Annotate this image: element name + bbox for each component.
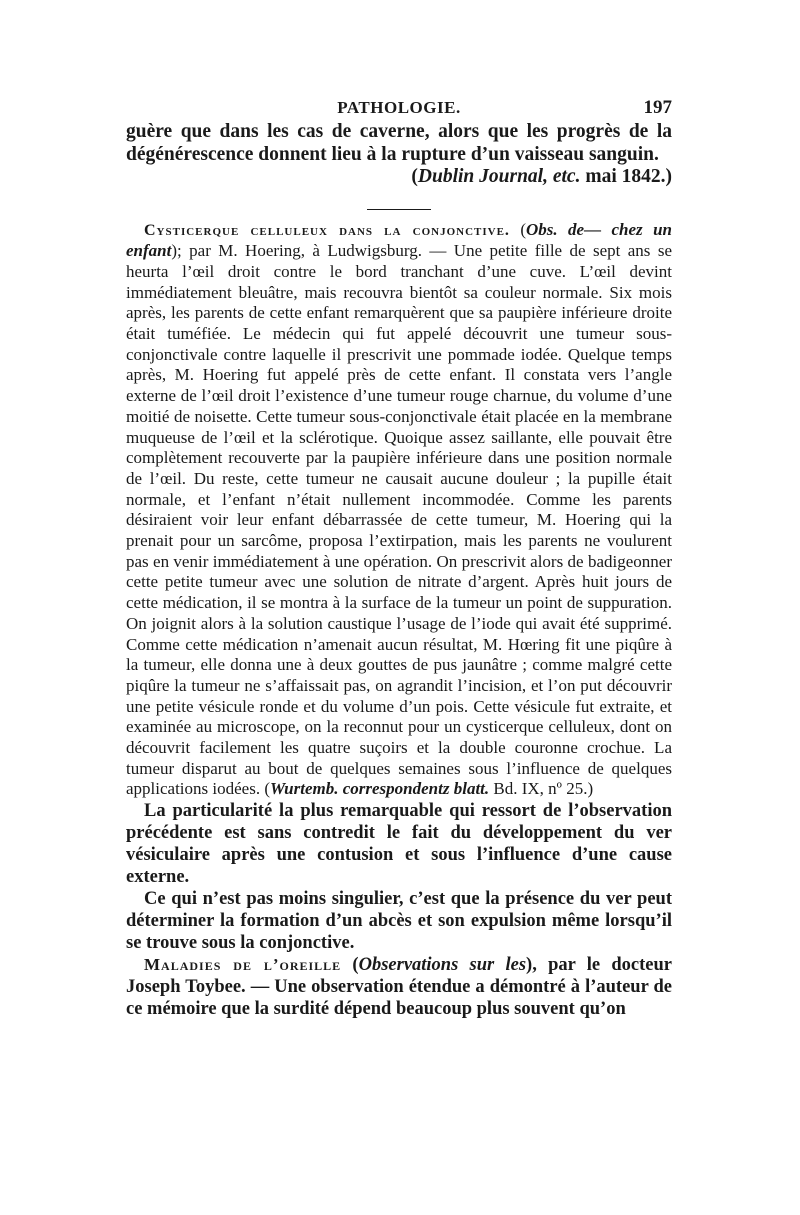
running-head <box>126 95 672 121</box>
article2-heading-note: Observations sur les <box>358 955 527 976</box>
commentary-paragraph-2: Ce qui n’est pas moins singulier, c’est que la présence du ver peut déterminer la formation d’un abcès et son expulsion même lorsqu’il se trouve sous la conjonctive. <box>126 889 672 954</box>
article-heading: Cysticerque celluleux dans la conjonctive. <box>144 221 510 239</box>
source-journal: Dublin Journal, etc. <box>417 166 581 187</box>
article-heading-note: Obs. de— chez un enfant <box>126 219 672 261</box>
continuation-source: (Dublin Journal, etc. mai 1842.) <box>411 166 672 187</box>
commentary-paragraph-1: La particularité la plus remarquable qui ressort de l’observation précédente est sans contredit le fait du développement du ver vésiculaire après une contusion et sous l’influence d’une cause externe. <box>126 801 672 888</box>
article-maladies-oreille: Maladies de l’oreille (Observations sur les), par le docteur Joseph Toybee. — Une observation étendue a démontré à l’auteur de ce mémoire que la surdité dépend beaucoup plus souvent qu’on <box>126 955 672 1020</box>
article-body: par M. Hoering, à Ludwigsburg. — Une petite fille de sept ans se heurta l’œil droit contre le bord tranchant d’une cuve. L’œil devint immédiatement bleuâtre, mais recouvra bientôt sa couleur normale. Six mois après, les parents de cette enfant remarquèrent que sa paupière inférieure droite était tuméfiée. Le médecin qui fut appelé découvrit une tumeur sous-conjonctivale contre laquelle il prescrivit une pommade iodée. Quelque temps après, M. Hoering fut appelé près de cette enfant. Il constata vers l’angle externe de l’œil droit l’existence d’une tumeur rouge charnue, du volume d’une moitié de noisette. Cette tumeur sous-conjonctivale était placée en la membrane muqueuse de l’œil et la sclérotique. Quoique assez saillante, elle pouvait être complètement recouverte par la paupière inférieure dans une position normale de l’œil. Du reste, cette tumeur ne causait aucune douleur ; la pupille était normale, et l’enfant n’était nullement incommodée. Comme les parents désiraient voir leur enfant débarrassée de cette tumeur, M. Hoering qui la prenait pour un sarcôme, proposa l’extirpation, mais les parents ne voulurent pas en venir immédiatement à une opération. On prescrivit alors de badigeonner cette petite tumeur avec une solution de nitrate d’argent. Après huit jours de cette médication, il se montra à la surface de la tumeur un point de suppuration. On joignit alors à la solution caustique l’usage de l’iode qui avait été supprimé. Comme cette médication n’amenait aucun résultat, M. Hœring fit une piqûre à la tumeur, elle donna une à deux gouttes de pus jaunâtre ; comme malgré cette piqûre la tumeur ne s’affaissait pas, on agrandit l’incision, et l’on put découvrir une petite vésicule ronde et du volume d’un pois. Cette vésicule fut extraite, et examinée au microscope, on la reconnut pour un cysticerque celluleux, dont on découvrit facilement les quatre suçoirs et la double couronne crochue. La tumeur disparut au bout de quelques semaines sous l’influence de quelques applications iodées. <box>126 241 672 799</box>
article2-heading: Maladies de l’oreille <box>144 955 342 975</box>
running-title: PATHOLOGIE. <box>337 98 461 117</box>
page <box>126 95 672 1020</box>
article-source-journal: Wurtemb. correspondentz blatt. <box>270 779 490 799</box>
article-cysticerque: Cysticerque celluleux dans la conjonctive. (Obs. de— chez un enfant); par M. Hoering, à Ludwigsburg. — Une petite fille de sept ans se heurta l’œil droit contre le bord tranchant d’une cuve. L’œil devint immédiatement bleuâtre, mais recouvra bientôt sa couleur normale. Six mois après, les parents de cette enfant remarquèrent que sa paupière inférieure droite était tuméfiée. Le médecin qui fut appelé découvrit une tumeur sous-conjonctivale contre laquelle il prescrivit une pommade iodée. Quelque temps après, M. Hoering fut appelé près de cette enfant. Il constata vers l’angle externe de l’œil droit l’existence d’une tumeur rouge charnue, du volume d’une moitié de noisette. Cette tumeur sous-conjonctivale était placée en la membrane muqueuse de l’œil et la sclérotique. Quoique assez saillante, elle pouvait être complètement recouverte par la paupière inférieure dans une position normale de l’œil. Du reste, cette tumeur ne causait aucune douleur ; la pupille était normale, et l’enfant n’était nullement incommodée. Comme les parents désiraient voir leur enfant débarrassée de cette tumeur, M. Hoering qui la prenait pour un sarcôme, proposa l’extirpation, mais les parents ne voulurent pas en venir immédiatement à une opération. On prescrivit alors de badigeonner cette petite tumeur avec une solution de nitrate d’argent. Après huit jours de cette médication, il se montra à la surface de la tumeur un point de suppuration. On joignit alors à la solution caustique l’usage de l’iode qui avait été supprimé. Comme cette médication n’amenait aucun résultat, M. Hœring fit une piqûre à la tumeur, elle donna une à deux gouttes de pus jaunâtre ; comme malgré cette piqûre la tumeur ne s’affaissait pas, on agrandit l’incision, et l’on put découvrir une petite vésicule ronde et du volume d’un pois. Cette vésicule fut extraite, et examinée au microscope, on la reconnut pour un cysticerque celluleux, dont on découvrit facilement les quatre suçoirs et la double couronne crochue. La tumeur disparut au bout de quelques semaines sous l’influence de quelques applications iodées. (Wurtemb. correspondentz blatt. Bd. IX, nº 25.) <box>126 219 672 799</box>
article2-body: par le docteur Joseph Toybee. — Une observation étendue a démontré à l’auteur de ce mémoire que la surdité dépend beaucoup plus souvent qu’on <box>126 955 672 1020</box>
continuation-text: guère que dans les cas de caverne, alors que les progrès de la dégénérescence donnent lieu à la rupture d’un vaisseau sanguin. <box>126 121 672 165</box>
page-number: 197 <box>643 97 672 118</box>
continuation-paragraph <box>126 121 672 166</box>
section-divider <box>367 209 431 210</box>
